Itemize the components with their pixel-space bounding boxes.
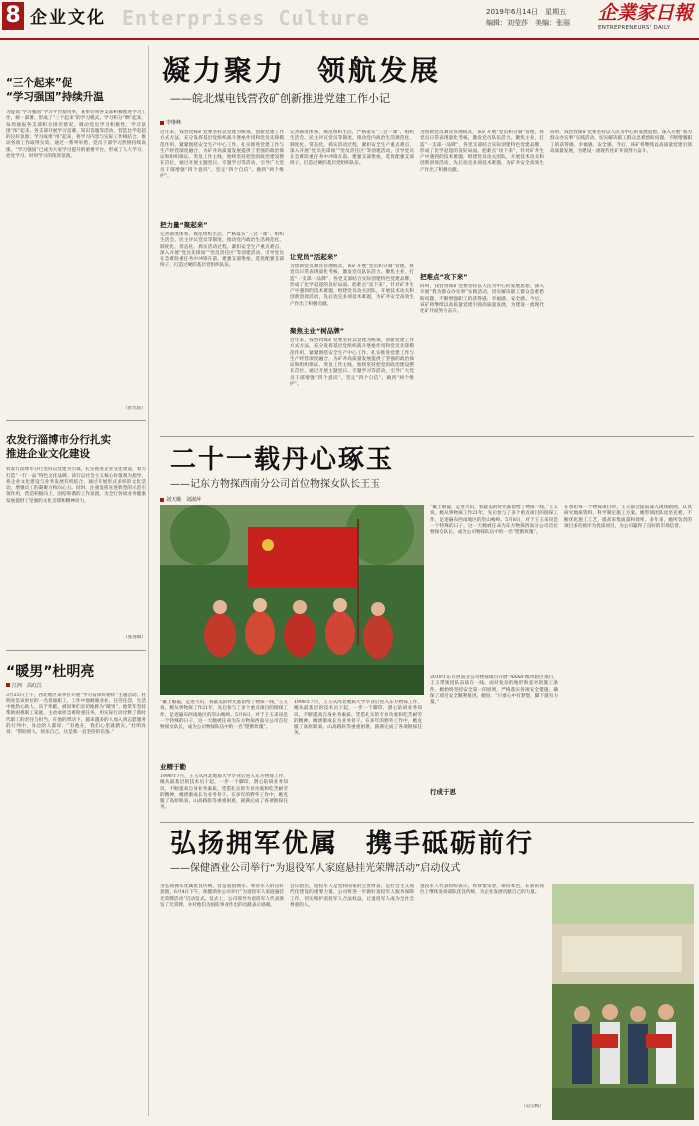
section-title-cn: 企业文化	[30, 8, 106, 28]
left-column	[6, 46, 146, 1073]
column-divider	[148, 46, 149, 1116]
newspaper-logo: 企業家日報	[598, 2, 694, 24]
section-heading: 把力量“聚起来”	[160, 221, 208, 229]
byline-text: 李继峰	[166, 120, 182, 126]
article-body: 农发行淄博市分行坚持以党建为引领，扎实推进企业文化建设，着力打造“一行一品”特色文化品牌。该行以社会主义核心价值观为指导，将企业文化建设与业务发展有机结合，通过开展形式多样的文化活动，增强员工的凝聚力和向心力。同时，注重发挥先进典型的示范引领作用，营造积极向上、团结和谐的工作氛围，为全行各项业务健康发展提供了坚强的文化支撑和精神动力。	[6, 467, 146, 504]
photo-illustration	[160, 505, 424, 695]
article-body: 1998年7月，王玉从河北地质大学毕业后进入东方物探工作，她从最基层的技术员干起，一步一个脚印，潜心钻研业务知识，不断提高自身业务素质。凭借扎实的专业功底和吃苦耐劳的精神，她逐渐成长为业务骨干。在多年的野外工作中，她克服了高原缺氧、山高路险等重重困难，圆满完成了各项勘探任务。	[160, 774, 288, 811]
byline-marker	[160, 121, 164, 125]
article-body: 会议指出，退役军人是党和国家的宝贵财富，是社会主义现代化建设的重要力量。公司将进一步做好退役军人服务保障工作，切实维护退役军人合法权益，让退役军人成为全社会尊重的人。	[290, 884, 414, 908]
article-author: （张春镇）	[123, 635, 146, 641]
section-heading: 聚焦主业“树品牌”	[290, 327, 345, 335]
subheadline: ——记东方物探西南分公司首位物探女队长王玉	[170, 479, 380, 490]
byline-marker	[160, 498, 164, 502]
article-body: 2018年东方西南分公司物探项目开展“AAAA”级风险区项目，王玉带领团队奋战在一线。面对复杂的地形和恶劣的施工条件，她始终坚持安全第一的原则，严格落实各项安全措施，确保了项目安全顺利推进。她说：“只要心中有梦想，脚下就有力量。”	[430, 675, 558, 705]
article-body: 为弘扬拥军优属优良传统，营造爱国拥军、尊崇军人的良好氛围，6月4日下午，保健酒业公司举行“为退役军人家庭悬挂光荣牌活动”启动仪式。仪式上，公司领导为退役军人代表颁发了光荣牌，并对他们为国防事业作出的贡献表示感谢。	[160, 884, 284, 908]
article-body: 1998年7月，王玉从河北地质大学毕业后进入东方物探工作，她从最基层的技术员干起，一步一个脚印，潜心钻研业务知识，不断提高自身业务素质。凭借扎实的专业功底和吃苦耐劳的精神，她逐渐成长为业务骨干。在多年的野外工作中，她克服了高原缺氧、山高路险等重重困难，圆满完成了各项勘探任务。	[294, 700, 422, 737]
article-column	[160, 700, 288, 818]
byline	[6, 683, 146, 690]
article-title: “暖男”杜明亮	[6, 663, 95, 680]
article-body: 近年来，钱营孜煤矿党委坚持以党建为统领，创新党建工作方式方法，充分发挥基层党组织战斗堡垒作用和党员先锋模范作用，紧紧围绕安全生产中心工作，扎实推进党建工作与生产经营深度融合，为矿井高质量发展提供了坚强的政治保证和组织保证。突显工作主线，始终坚持把党的政治建设摆在首位，通过开展主题党日、专题学习等活动，引导广大党员干部增强“四个意识”、坚定“四个自信”、做到“两个维护”。	[160, 130, 284, 179]
headline: 凝力聚力 领航发展	[162, 54, 442, 87]
article-body: “戴上眼镜，走进大山，我最美的时光都留给了物探一线。”王玉说。她从事物探工作21年，先后参与了多个重点项目的勘探工作，足迹遍布西南地区的崇山峻岭。5月8日，对于王玉来说是一个特殊的日子，这一天她被任命为东方物探西南分公司首位物探女队长，成为公司物探队伍中的一名“铿锵玫瑰”。	[160, 700, 288, 730]
article-title: 农发行淄博市分行扎实	[6, 434, 111, 447]
byline	[160, 497, 201, 504]
article-body: 同时，钱营孜煤矿党委坚持以人民为中心的发展思想，深入开展“我为群众办实事”实践活动，切实解决职工群众急难愁盼问题，不断增强职工的获得感、幸福感、安全感。今后，该矿将继续以高质量党建引领高质量发展，为建设一流现代化矿井而努力奋斗。	[420, 284, 544, 314]
article-body: 在承担每一个物探项目时，王玉都会提前深入现场踏勘，认真研究地质资料，科学制定施工方案。她带领团队攻坚克难，不断优化施工工艺，提高采集质量和效率。多年来，她所负责的项目多次被评为优质项目，为公司赢得了良好的市场信誉。	[564, 505, 692, 529]
article-title: 推进企业文化建设	[6, 448, 90, 461]
article-body: 为创新党员教育管理模式，该矿开展“党员积分制”管理，将党员日常表现量化考核，激发党员队伍活力。聚焦主业，打造“一支部一品牌”，各党支部结合实际创建特色党建品牌，形成了比学赶超的良好局面。把难点“攻下来”，针对矿井生产中遇到的技术难题，组建党员攻关团队，开展技术攻关和创新创效活动，先后攻克多项技术难题，为矿井安全高效生产作出了积极贡献。	[420, 130, 544, 173]
article-body: 退役军人代表纷纷表示，将珍惜荣誉，保持本色，在新的岗位上继续发扬部队优良传统，为企业发展贡献自己的力量。	[420, 884, 544, 896]
article-body: 完善制度体系，规范组织生活，严格落实“三会一课”、组织生活会、民主评议党员等制度，推动党内政治生活规范化、制度化、常态化。抓实活动过程，紧扣安全生产重点难点，深入开展“党员先锋岗”“党员责任区”等创建活动，引导党员在急难险重任务中冲锋在前。建强支部堡垒，选优配强支部班子，打造过硬的基层党组织队伍。	[290, 130, 414, 167]
editor-credit: 编辑：刘莹莎 美编：张丽	[486, 19, 570, 27]
ceremony-photo	[552, 884, 694, 1120]
headline: 二十一载丹心琢玉	[170, 445, 395, 475]
article-column	[290, 130, 414, 430]
article-body: 为创新党员教育管理模式，该矿开展“党员积分制”管理，将党员日常表现量化考核，激发党员队伍活力。聚焦主业，打造“一支部一品牌”，各党支部结合实际创建特色党建品牌，形成了比学赶超的良好局面。把难点“攻下来”，针对矿井生产中遇到的技术难题，组建党员攻关团队，开展技术攻关和创新创效活动，先后攻克多项技术难题，为矿井安全高效生产作出了积极贡献。	[290, 264, 414, 307]
subheadline: ——皖北煤电钱营孜矿创新推进党建工作小记	[170, 92, 390, 105]
section-title-en: Enterprises Culture	[122, 6, 370, 30]
section-heading: 把难点“攻下来”	[420, 273, 468, 281]
section-heading: 让党员“活起来”	[290, 253, 338, 261]
byline	[160, 120, 181, 127]
article-title: “三个起来”促	[6, 77, 73, 89]
article-body: 为提高“学习强国”学习平台使用率，某单位将各支部积极推进学习工作，统一部署，形成了“三个起来”的学习模式。学习积分“晒”起来，每周通报各支部积分排名情况，调动党员学习积极性；学习氛围“浓”起来，各支部开展学习竞赛、知识答题等活动，营造比学赶超的良好氛围；学习成果“用”起来，将学习内容与实际工作相结合，推动各项工作取得实效。通过一系列举措，党员干部学习热情持续高涨，“学习强国”已成为大家学习提升的重要平台，形成了人人学习、处处学习、时时学习的浓厚氛围。	[6, 110, 146, 159]
page-header	[0, 0, 699, 40]
issue-date: 2019年6月14日 星期五	[486, 8, 567, 16]
article-body: 近年来，钱营孜煤矿党委坚持以党建为统领，创新党建工作方式方法，充分发挥基层党组织战斗堡垒作用和党员先锋模范作用，紧紧围绕安全生产中心工作，扎实推进党建工作与生产经营深度融合，为矿井高质量发展提供了坚强的政治保证和组织保证。突显工作主线，始终坚持把党的政治建设摆在首位，通过开展主题党日、专题学习等活动，引导广大党员干部增强“四个意识”、坚定“四个自信”、做到“两个维护”。	[290, 338, 414, 387]
team-flag-photo	[160, 505, 424, 695]
byline-marker	[6, 683, 10, 687]
divider	[6, 420, 146, 421]
photo-illustration	[552, 884, 694, 1120]
headline: 弘扬拥军优属 携手砥砺前行	[170, 829, 535, 859]
article-column	[420, 130, 544, 430]
article-body: 完善制度体系，规范组织生活，严格落实“三会一课”、组织生活会、民主评议党员等制度，推动党内政治生活规范化、制度化、常态化。抓实活动过程，紧扣安全生产重点难点，深入开展“党员先锋岗”“党员责任区”等创建活动，引导党员在急难险重任务中冲锋在前。建强支部堡垒，选优配强支部班子，打造过硬的基层党组织队伍。	[160, 232, 284, 269]
article-column	[550, 130, 692, 430]
subheadline: ——保健酒业公司举行“为退役军人家庭悬挂光荣牌活动”启动仪式	[170, 863, 461, 874]
article-column	[290, 884, 414, 1120]
divider	[160, 822, 694, 823]
article-body: “戴上眼镜，走进大山，我最美的时光都留给了物探一线。”王玉说。她从事物探工作21年，先后参与了多个重点项目的勘探工作，足迹遍布西南地区的崇山峻岭。5月8日，对于王玉来说是一个特殊的日子，这一天她被任命为东方物探西南分公司首位物探女队长，成为公司物探队伍中的一名“铿锵玫瑰”。	[430, 505, 558, 535]
divider	[160, 436, 694, 437]
section-heading: 业精于勤	[160, 763, 186, 771]
article-title: “学习强国”持续升温	[6, 91, 104, 103]
article-column	[160, 130, 284, 430]
article-column	[294, 700, 422, 818]
article-body: 同时，钱营孜煤矿党委坚持以人民为中心的发展思想，深入开展“我为群众办实事”实践活动，切实解决职工群众急难愁盼问题，不断增强职工的获得感、幸福感、安全感。今后，该矿将继续以高质量党建引领高质量发展，为建设一流现代化矿井而努力奋斗。	[550, 130, 692, 154]
article-author: （彭光滨）	[123, 406, 146, 411]
article-column	[564, 505, 692, 817]
byline-text: 刘天娥 刘淑萍	[166, 497, 202, 503]
article-column	[430, 505, 558, 817]
page-number: 8	[2, 2, 24, 30]
article-body: 3月25日上午，西北地区某单位开展“学习雷锋好榜样”主题活动。杜明亮是该单位的一名普通职工，工作中他兢兢业业、任劳任怨，生活中他热心助人、乐于奉献，被同事们亲切地称为“暖男”。他常年坚持帮助困难职工家庭，主动承担急难险重任务，用实际行动诠释了新时代职工的责任与担当。在他的带动下，越来越多的人加入到志愿服务的行列中，身边的人都说：“有他在，我们心里就踏实。”杜明亮说：“帮助别人，快乐自己，这是我一直坚持的信条。”	[6, 692, 146, 735]
newspaper-logo-en: ENTREPRENEURS' DAILY	[598, 25, 671, 31]
article-column	[420, 884, 544, 1120]
article-column	[160, 884, 284, 1120]
byline-text: 江西 高红江	[12, 682, 43, 689]
divider	[6, 650, 146, 651]
article-author: （吴宗梅）	[521, 1104, 544, 1109]
section-heading: 行成于思	[430, 788, 456, 796]
